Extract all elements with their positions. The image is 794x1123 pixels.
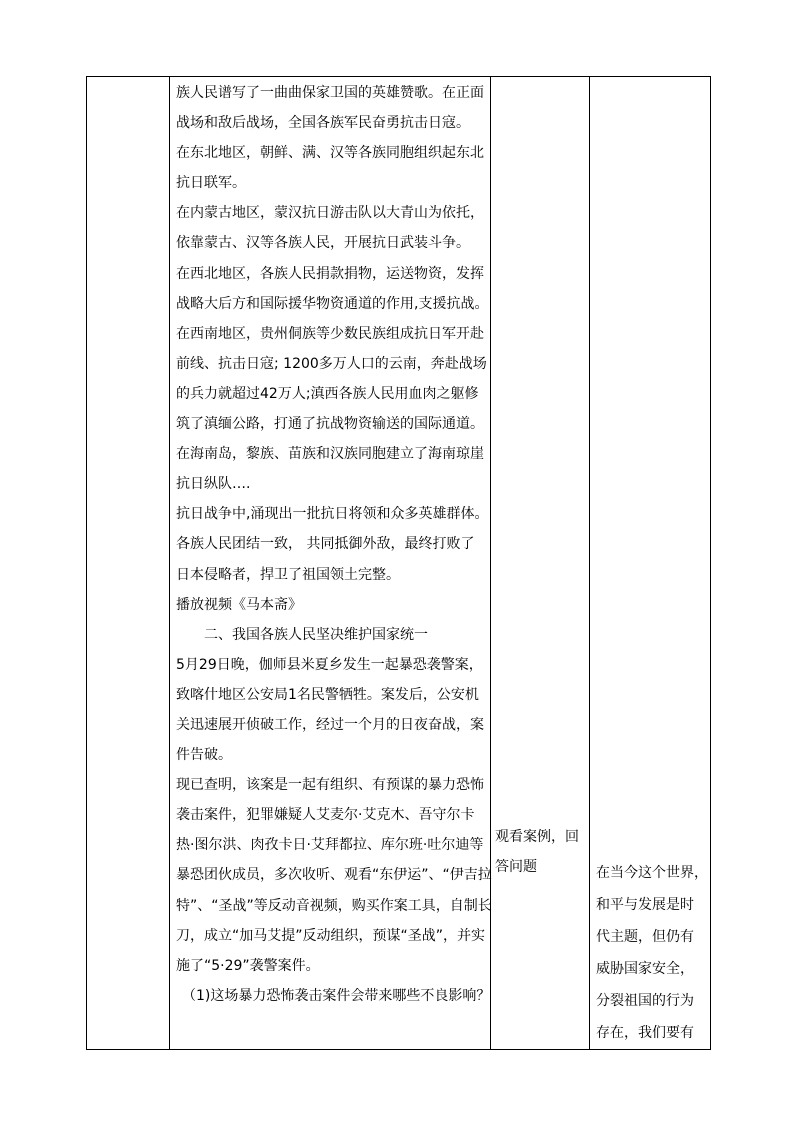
text-line: 前线、抗击日寇; 1200多万人口的云南，奔赴战场 xyxy=(176,355,487,372)
text-line: 在海南岛，黎族、苗族和汉族同胞建立了海南琼崖 xyxy=(176,446,484,463)
text-line: 暴恐团伙成员，多次收听、观看“东伊运”、“伊吉拉 xyxy=(176,867,492,884)
text-line: 抗日战争中,涌现出一批抗日将领和众多英雄群体。 xyxy=(176,506,489,523)
text-line: 筑了滇缅公路，打通了抗战物资输送的国际通道。 xyxy=(176,416,484,433)
text-line: 致喀什地区公安局1名民警牺牲。案发后，公安机 xyxy=(176,686,479,703)
table-row xyxy=(87,77,711,1050)
text-line: 现已查明，该案是一起有组织、有预谋的暴力恐怖 xyxy=(176,777,484,794)
student-activity-text xyxy=(491,77,589,882)
question-line: （1)这场暴力恐怖袭击案件会带来哪些不良影响？ xyxy=(182,987,491,1004)
text-line: 依靠蒙古、汉等各族人民，开展抗日武装斗争。 xyxy=(176,235,470,252)
text-line: 在当今这个世界， xyxy=(596,865,708,881)
student-activity-cell xyxy=(491,77,590,1050)
text-line: 在西南地区，贵州侗族等少数民族组成抗日军开赴 xyxy=(176,325,484,342)
design-intent-text xyxy=(590,77,710,1049)
text-line: 威胁国家安全， xyxy=(596,961,694,977)
text-line: 抗日纵队…. xyxy=(176,476,251,493)
stage-cell xyxy=(87,77,170,1050)
text-line: 战略大后方和国际援华物资通道的作用,支援抗战。 xyxy=(176,295,489,312)
teacher-activity-text xyxy=(170,77,490,1011)
text-line: 抗日联军。 xyxy=(176,175,246,192)
text-line: 存在，我们要有 xyxy=(596,1025,694,1041)
text-line: 各族人民团结一致， 共同抵御外敌，最终打败了 xyxy=(176,536,475,553)
text-line: 在西北地区，各族人民捐款捐物，运送物资，发挥 xyxy=(176,265,484,282)
video-line: 播放视频《马本斋》 xyxy=(176,596,302,613)
section-heading: 二、我国各族人民坚决维护国家统一 xyxy=(204,626,428,643)
text-line: 族人民谱写了一曲曲保家卫国的英雄赞歌。在正面 xyxy=(176,85,484,101)
text-line: 热·图尔洪、肉孜卡日·艾拜都拉、库尔班·吐尔迪等 xyxy=(176,837,484,854)
text-line: 特”、“圣战”等反动音视频，购买作案工具，自制长 xyxy=(176,897,492,914)
text-line: 日本侵略者，捍卫了祖国领土完整。 xyxy=(176,566,400,583)
text-line: 在东北地区，朝鲜、满、汉等各族同胞组织起东北 xyxy=(176,145,484,162)
text-line: 观看案例，回 xyxy=(495,829,579,845)
teacher-activity-cell xyxy=(170,77,491,1050)
lesson-plan-table xyxy=(86,76,711,1050)
text-line: 关迅速展开侦破工作，经过一个月的日夜奋战，案 xyxy=(176,716,484,733)
design-intent-cell xyxy=(590,77,711,1050)
text-line: 施了“5·29”袭警案件。 xyxy=(176,957,320,974)
text-line: 在内蒙古地区，蒙汉抗日游击队以大青山为依托， xyxy=(176,205,484,222)
text-line: 的兵力就超过42万人;滇西各族人民用血肉之躯修 xyxy=(176,385,479,402)
text-line: 战场和敌后战场，全国各族军民奋勇抗击日寇。 xyxy=(176,115,470,132)
text-line: 答问题 xyxy=(495,859,537,875)
text-line: 袭击案件，犯罪嫌疑人艾麦尔·艾克木、吾守尔卡 xyxy=(176,807,475,824)
text-line: 5月29日晚，伽师县米夏乡发生一起暴恐袭警案， xyxy=(176,656,483,673)
text-line: 代主题，但仍有 xyxy=(596,929,694,945)
text-line: 件告破。 xyxy=(176,747,232,764)
text-line: 刀，成立“加马艾提”反动组织，预谋“圣战”，并实 xyxy=(176,927,486,944)
text-line: 分裂祖国的行为 xyxy=(596,993,694,1009)
text-line: 和平与发展是时 xyxy=(596,897,694,913)
